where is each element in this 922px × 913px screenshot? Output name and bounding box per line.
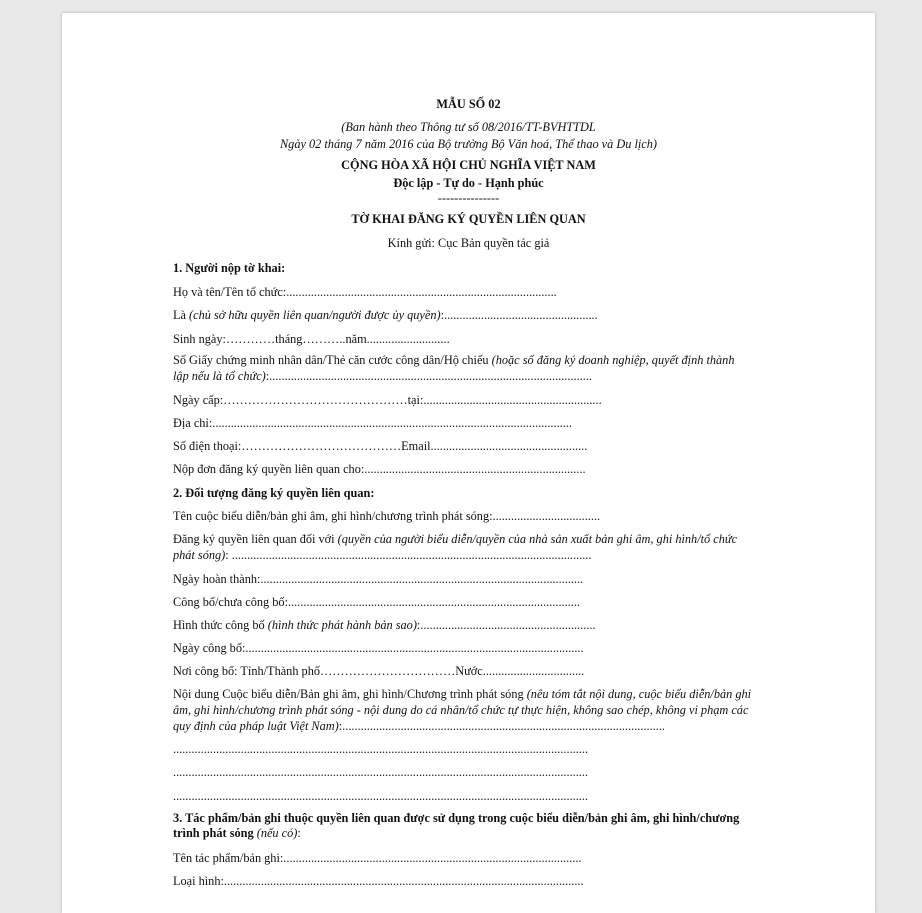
field-phone: Số điện thoại:…………………………………Email................................................... <box>173 439 588 453</box>
field-address: Địa chỉ:..................................................................................................................... <box>173 416 572 430</box>
national-title: CỘNG HÒA XÃ HỘI CHỦ NGHĨA VIỆT NAM <box>341 158 596 172</box>
field-issue: Ngày cấp:………………………………………tại:.......................................................... <box>173 393 602 407</box>
form-number: MẪU SỐ 02 <box>436 97 501 111</box>
recipient: Kính gửi: Cục Bản quyền tác giả <box>387 236 550 250</box>
field-publication-place: Nơi công bố: Tỉnh/Thành phố……………………………Nước................................. <box>173 664 585 678</box>
section-2-heading: 2. Đối tượng đăng ký quyền liên quan: <box>173 486 375 500</box>
field-name: Họ và tên/Tên tổ chức:........................................................................................ <box>173 285 557 299</box>
field-id-line-1: Số Giấy chứng minh nhân dân/Thẻ căn cước công dân/Hộ chiếu (hoặc số đăng ký doanh nghiệp, quyết định thành <box>173 353 735 367</box>
field-registration-line-2: phát sóng): ..................................................................................................................... <box>173 548 592 562</box>
divider: --------------- <box>437 191 500 205</box>
blank-line: ....................................................................................................................................... <box>173 789 589 803</box>
field-work-name: Tên cuộc biểu diễn/bản ghi âm, ghi hình/chương trình phát sóng:................................... <box>173 509 601 523</box>
field-published: Công bố/chưa công bố:............................................................................................... <box>173 595 580 609</box>
field-completed-date: Ngày hoàn thành:......................................................................................................... <box>173 572 584 586</box>
field-content-line-3: quy định của pháp luật Việt Nam):......................................................................................................... <box>173 719 665 733</box>
field-content-line-1: Nội dung Cuộc biểu diễn/Bản ghi âm, ghi hình/Chương trình phát sóng (nêu tóm tắt nội dung, cuộc biểu diễn/bản ghi <box>173 687 752 701</box>
document-title: TỜ KHAI ĐĂNG KÝ QUYỀN LIÊN QUAN <box>351 212 586 226</box>
issuance-line-1: (Ban hành theo Thông tư số 08/2016/TT-BVHTTDL <box>341 120 596 134</box>
field-type: Loại hình:..................................................................................................................... <box>173 874 584 888</box>
field-publication-date: Ngày công bố:.............................................................................................................. <box>173 641 584 655</box>
section-1-heading: 1. Người nộp tờ khai: <box>173 261 286 275</box>
field-registration-line-1: Đăng ký quyền liên quan đối với (quyền của người biểu diễn/quyền của nhà sản xuất bản ghi âm, ghi hình/tổ chức <box>173 532 738 546</box>
field-id-line-2: lập nếu là tổ chức):......................................................................................................... <box>173 369 592 383</box>
document-page <box>62 13 875 913</box>
blank-line: ....................................................................................................................................... <box>173 765 589 779</box>
national-motto: Độc lập - Tự do - Hạnh phúc <box>393 176 544 190</box>
field-content-line-2: âm, ghi hình/chương trình phát sóng - nội dung do cá nhân/tổ chức tự thực hiện, không sao chép, không vi phạm các <box>173 703 749 717</box>
field-publication-form: Hình thức công bố (hình thức phát hành bản sao):......................................................... <box>173 618 596 632</box>
issuance-line-2: Ngày 02 tháng 7 năm 2016 của Bộ trưởng Bộ Văn hoá, Thể thao và Du lịch) <box>279 137 658 151</box>
section-3-heading-line-2: trình phát sóng (nếu có): <box>173 826 301 840</box>
field-work-title: Tên tác phẩm/bản ghi:................................................................................................. <box>173 851 582 865</box>
blank-line: ....................................................................................................................................... <box>173 742 589 756</box>
field-submit-to: Nộp đơn đăng ký quyền liên quan cho:........................................................................ <box>173 462 586 476</box>
field-dob: Sinh ngày:…………tháng………..năm........................... <box>173 332 450 346</box>
field-role: Là (chủ sở hữu quyền liên quan/người được ủy quyền):.................................................. <box>173 308 598 322</box>
section-3-heading-line-1: 3. Tác phẩm/bản ghi thuộc quyền liên quan được sử dụng trong cuộc biểu diễn/bản ghi âm, ghi hình/chương <box>173 811 740 825</box>
